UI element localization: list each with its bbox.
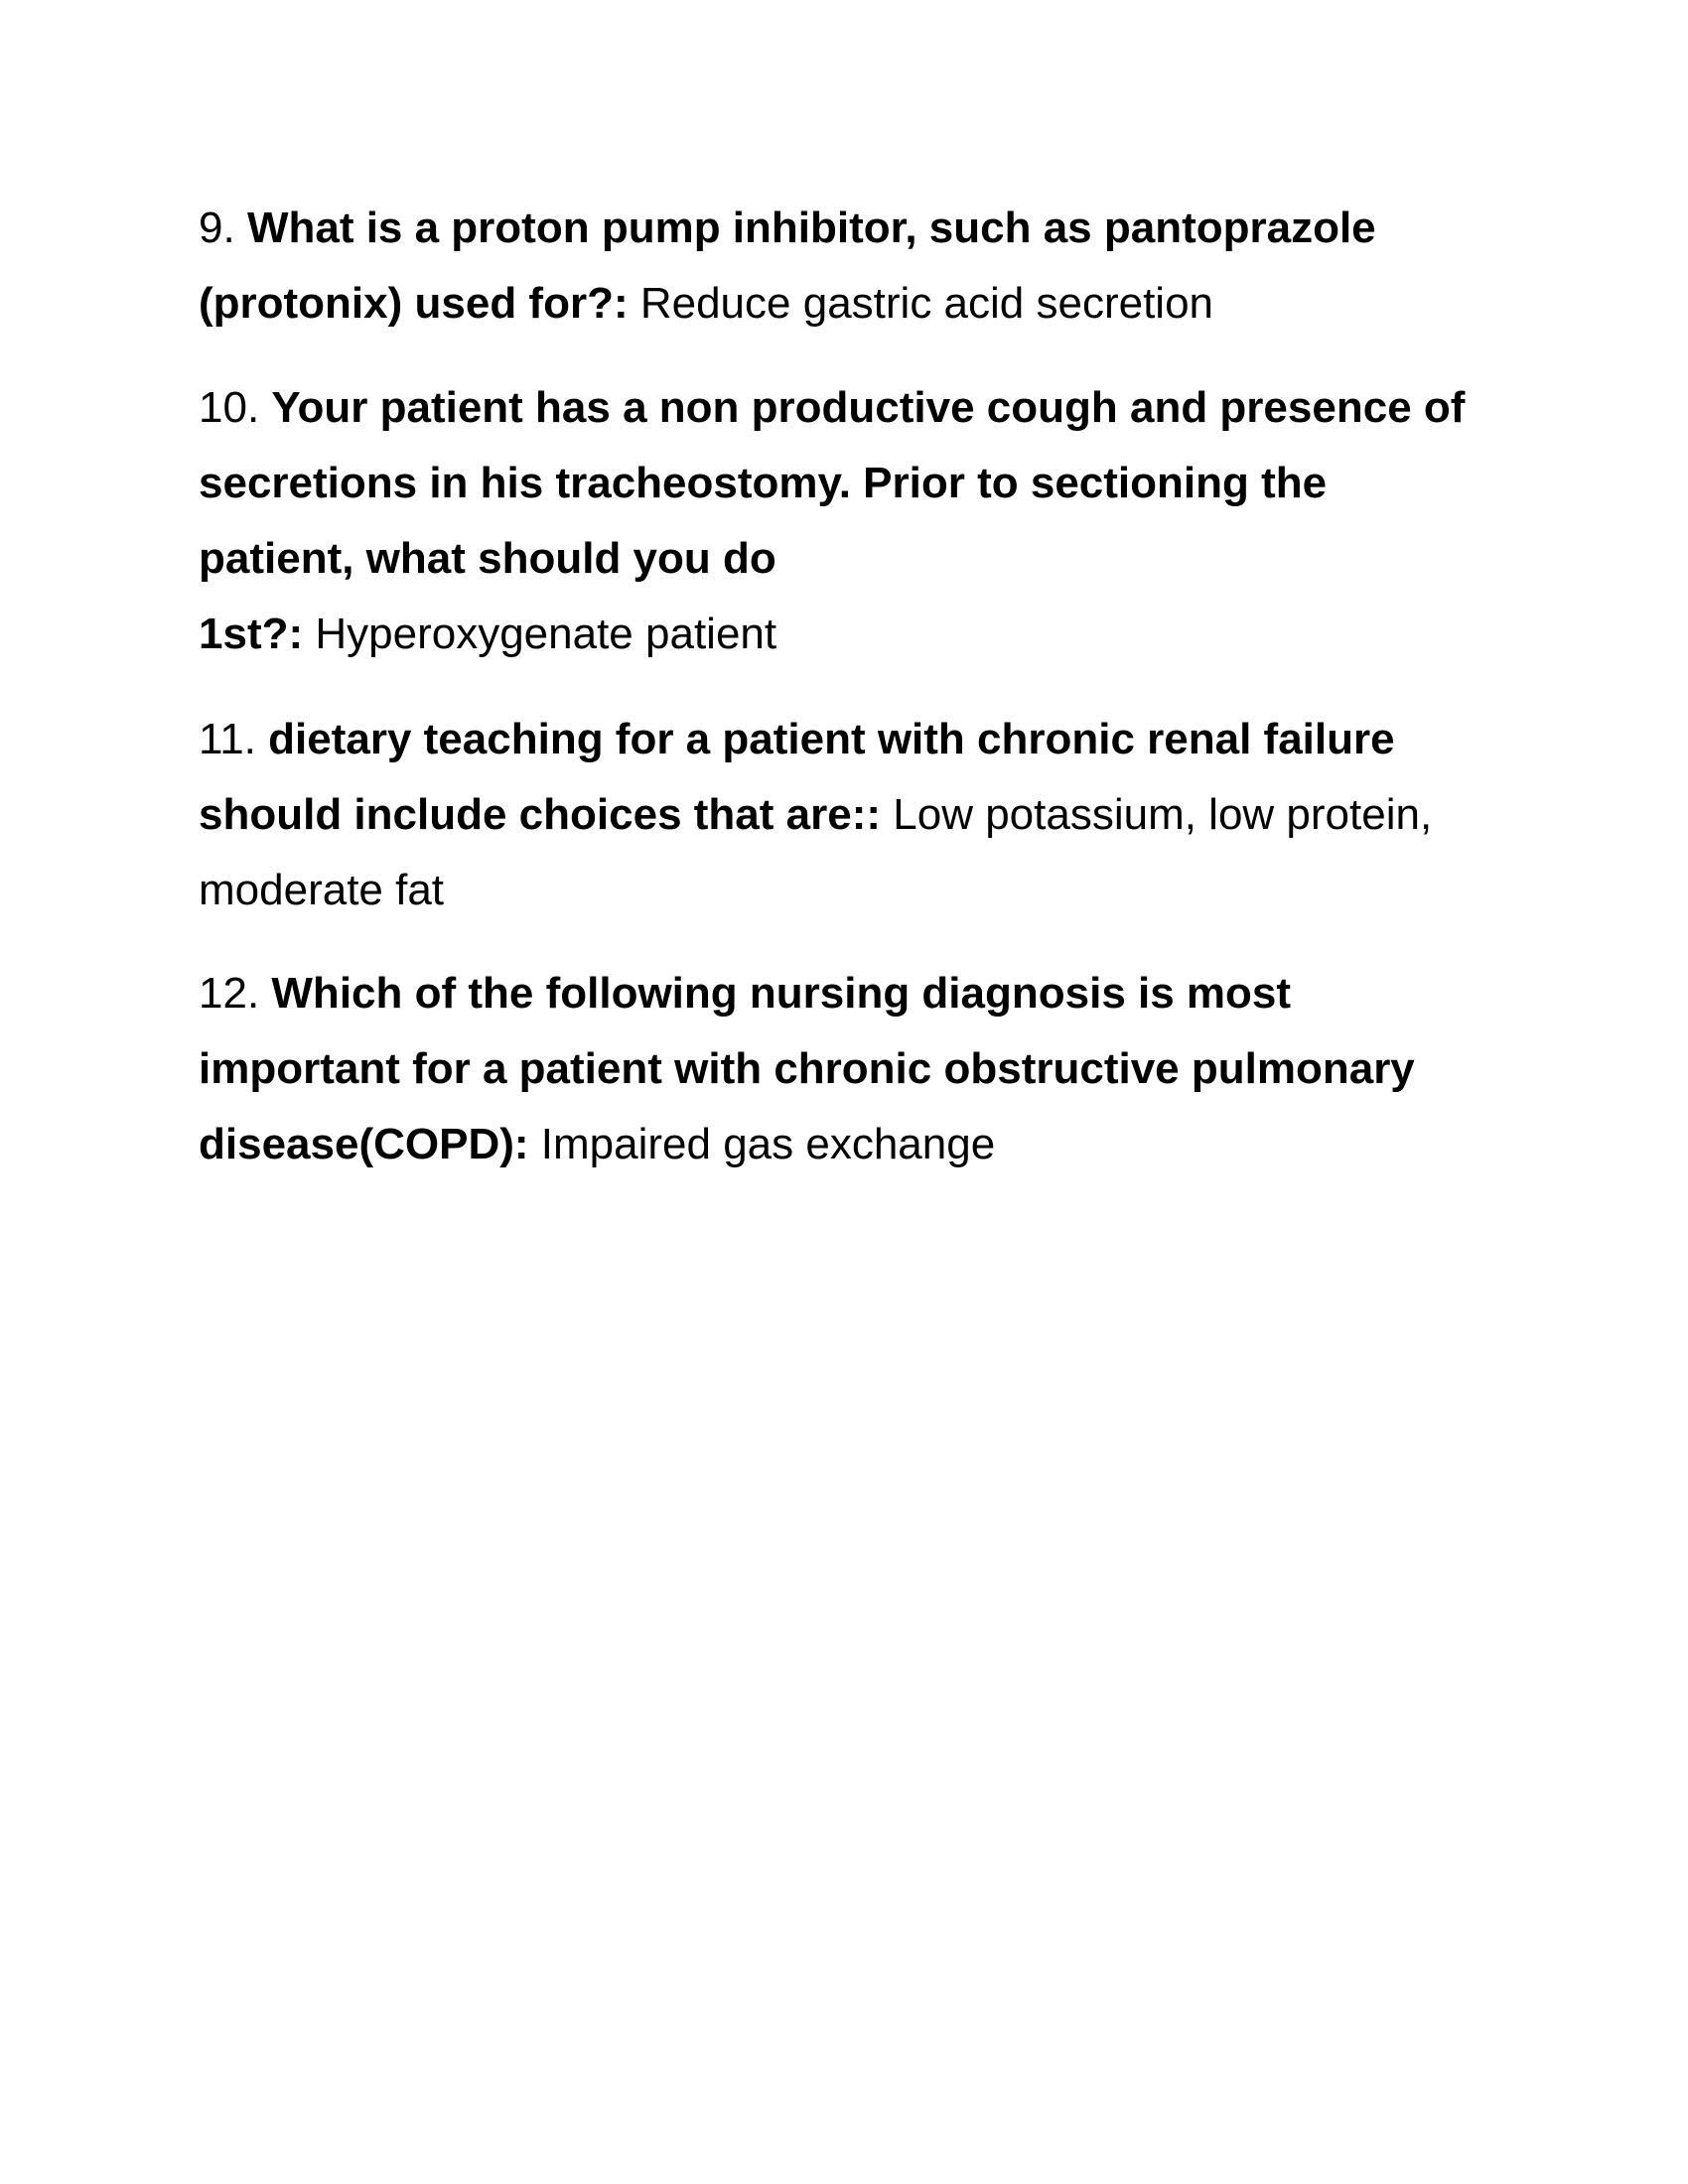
question-number: 12.: [199, 969, 260, 1018]
question-line: [199, 866, 445, 914]
question-text: important for a patient with chronic obstructive pulmonary: [199, 1044, 1415, 1093]
answer-text: Hyperoxygenate patient: [315, 610, 777, 658]
question-text: dietary teaching for a patient with chronic renal failure: [268, 715, 1395, 763]
question-line: [199, 534, 776, 583]
question-line: [199, 969, 1292, 1018]
answer-text: moderate fat: [199, 866, 445, 914]
question-number: 9.: [199, 204, 235, 252]
question-line: [199, 1120, 996, 1168]
question-text: should include choices that are::: [199, 790, 882, 839]
question-line: [199, 279, 1214, 328]
answer-text: Impaired gas exchange: [540, 1120, 996, 1168]
answer-text: Low potassium, low protein,: [893, 790, 1433, 839]
question-line: [199, 1044, 1415, 1093]
question-line: [199, 610, 777, 658]
question-text: What is a proton pump inhibitor, such as pantoprazole: [246, 204, 1376, 252]
question-line: [199, 383, 1466, 432]
question-line: [199, 790, 1433, 839]
question-text: Which of the following nursing diagnosis is most: [271, 969, 1292, 1018]
question-text: (protonix) used for?:: [199, 279, 629, 328]
answer-text: Reduce gastric acid secretion: [639, 279, 1214, 328]
question-line: [199, 206, 1376, 250]
question-line: [199, 459, 1328, 507]
question-text: disease(COPD):: [199, 1120, 529, 1168]
question-text: 1st?:: [199, 610, 304, 658]
question-line: [199, 715, 1395, 763]
question-number: 10.: [199, 383, 260, 432]
question-text: patient, what should you do: [199, 534, 776, 583]
question-number: 11.: [199, 715, 256, 763]
question-text: secretions in his tracheostomy. Prior to sectioning the: [199, 459, 1328, 507]
question-text: Your patient has a non productive cough and presence of: [271, 383, 1466, 432]
